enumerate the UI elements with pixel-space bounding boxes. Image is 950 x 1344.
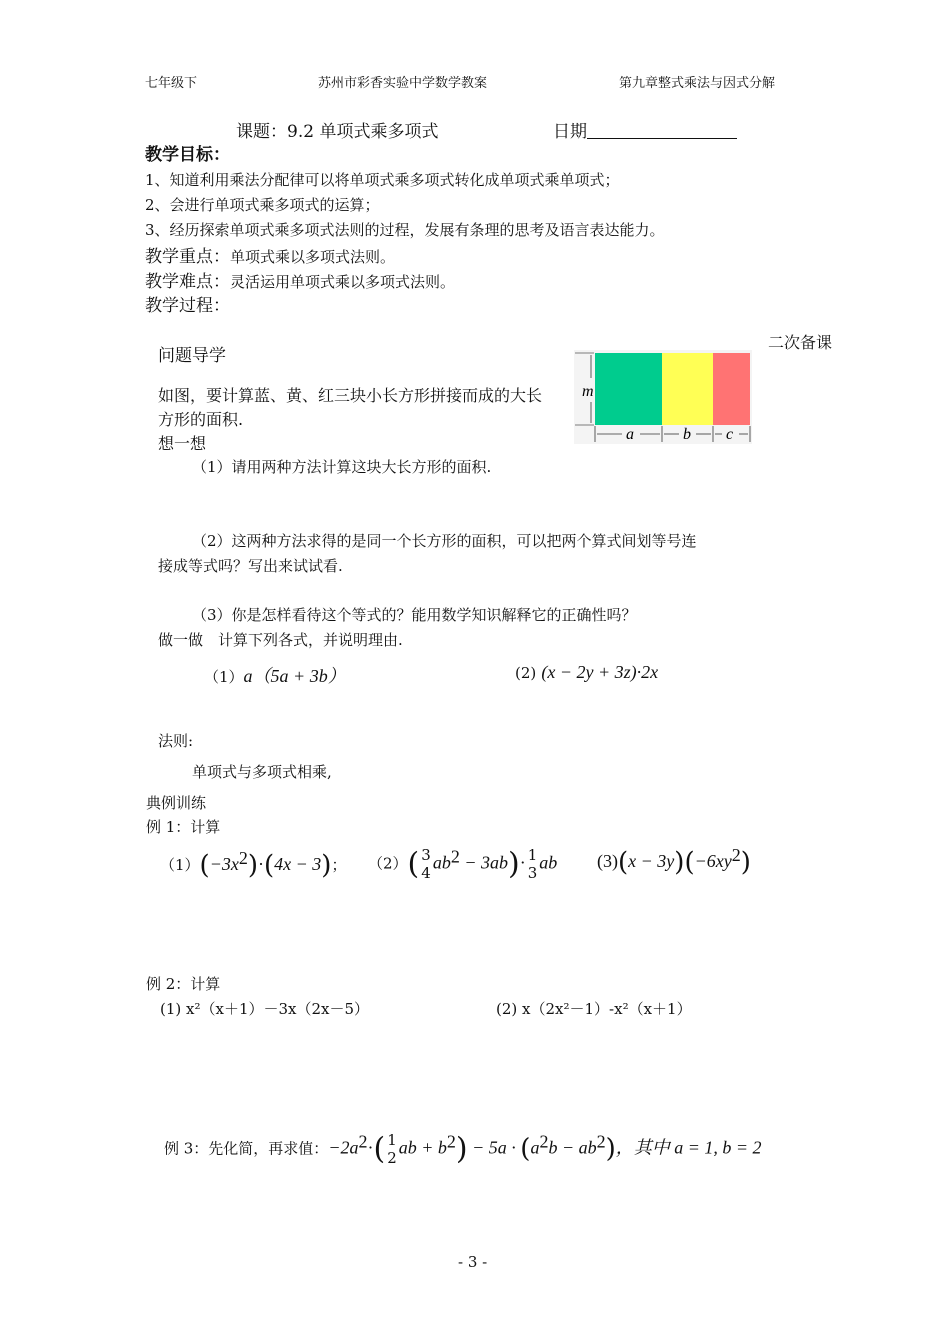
exercise-2 [515,662,658,683]
example-3-inner-2: b − ab [548,1137,597,1158]
objective-item-2: 2、会进行单项式乘多项式的运算； [145,196,380,214]
example-1-part-2-label: （2） [368,854,408,873]
difficulty-text: 灵活运用单项式乘以多项式法则。 [230,273,456,291]
rule-heading: 法则: [158,732,194,750]
example-1-part-1-left: −3x [209,854,239,874]
lesson-title: 课题：9.2 单项式乘多项式 [236,122,439,142]
example-1-heading: 例 1：计算 [146,818,221,836]
example-3-exp-1: 2 [358,1131,368,1152]
example-1-part-2-minus: − 3ab [459,852,508,873]
example-1-part-3-label: (3) [597,851,618,871]
example-1-part-2: （2）( 3 4 $ab^2 - 3ab)\cdot$ 1 3 ab [368,846,558,882]
date-label: 日期 [553,122,587,142]
example-1-part-3-exponent: 2 [731,845,741,865]
example-1-part-2-exponent: 2 [450,846,460,867]
fraction-1-3: 1 3 [527,846,538,882]
difficulty-label: 教学难点： [145,272,230,292]
example-3-exp-2: 2 [446,1131,456,1152]
example-1-part-1-label: （1） [160,856,200,874]
example-1-part-3-right: −6xy [694,851,732,871]
exercise-1-label: （1） [204,668,244,686]
fraction-1-2: 1 2 [387,1131,397,1167]
exercise-1 [204,662,346,688]
big-paren-close: ) [507,846,520,882]
process-heading: 教学过程： [145,296,230,316]
label-c: c [726,426,734,443]
question-3: （3）你是怎样看待这个等式的？能用数学知识解释它的正确性吗？ [192,606,637,624]
example-1-part-2-term: ab [432,852,451,873]
label-b: b [683,426,691,443]
focus-text: 单项式乘以多项式法则。 [230,248,396,266]
training-heading: 典例训练 [146,794,207,812]
date-blank [587,122,737,139]
example-1-part-1: $(1)(-3x^2)\cdot(4x - 3)$； [160,848,347,881]
exercise-1-expression: a（5a + 3b） [243,666,346,686]
guided-heading: 问题导学 [158,346,226,366]
side-note: 二次备课 [768,333,833,352]
do-it-instruction: 做一做 计算下列各式，并说明理由. [158,631,403,649]
paren-open-2: ( [264,850,275,881]
fraction-3-4: 3 4 [421,846,431,882]
question-2-line2: 接成等式吗？写出来试试看. [158,557,343,575]
example-3-inner: a [530,1137,540,1158]
example-3-exp-4: 2 [596,1131,606,1152]
label-m: m [582,383,594,400]
example-2-heading: 例 2：计算 [146,975,221,993]
example-1-part-1-exponent: 2 [238,848,248,868]
rule-text: 单项式与多项式相乘, [192,763,332,781]
guided-intro-line1: 如图，要计算蓝、黄、红三块小长方形拼接而成的大长 [158,386,543,405]
example-1-part-3-left: x − 3y [628,851,675,871]
objective-item-1: 1、知道利用乘法分配律可以将单项式乘多项式转化成单项式乘单项式； [145,171,620,189]
example-1-part-3: $(3)(x - 3y)(-6xy^2)$ [597,845,751,878]
focus-label: 教学重点： [145,247,230,267]
red-rectangle [713,353,750,425]
header-chapter: 第九章整式乘法与因式分解 [619,76,776,91]
guided-intro-line2: 方形的面积. [158,410,244,429]
example-1-part-2-end: ab [539,852,558,873]
example-3-minus: − 5a · [467,1137,521,1158]
example-2-part-1: (1) x²（x＋1）－3x（2x－5） [160,1000,370,1018]
example-3: 例 3：先化简，再求值：$-2a^2\cdot$( 1 2 ab + $b^2) - 5a \cdot (a^2b - ab^2)$，其中 a = 1, b = 2 [164,1131,762,1167]
page-number: - 3 - [458,1253,488,1271]
header-grade: 七年级下 [145,76,198,91]
example-3-label: 例 3：先化简，再求值： [164,1139,329,1158]
focus-row [145,242,395,267]
question-1: （1）请用两种方法计算这块大长方形的面积. [192,458,492,476]
difficulty-row [145,267,455,292]
example-2-part-2: (2) x（2x²－1）-x²（x＋1） [496,1000,692,1018]
objectives-heading: 教学目标： [145,145,230,165]
paren-close: ) [247,850,258,881]
yellow-rectangle [662,353,713,425]
example-3-exp-3: 2 [539,1131,549,1152]
big-paren-open: ( [407,846,420,882]
date-field [553,117,737,142]
objective-item-3: 3、经历探索单项式乘多项式法则的过程，发展有条理的思考及语言表达能力。 [145,221,665,239]
label-a: a [626,426,634,443]
example-3-start: −2a [328,1137,359,1158]
green-rectangle [595,353,662,425]
paren-close-2: ) [321,850,332,881]
example-3-mid: ab + b [398,1137,447,1158]
paren-open: ( [199,850,210,881]
example-1-separator: ； [331,856,347,874]
example-3-condition: ，其中 a = 1, b = 2 [615,1137,762,1158]
exercise-2-expression: (x − 2y + 3z)·2x [541,662,659,682]
think-label: 想一想 [158,434,207,453]
header-school: 苏州市彩香实验中学数学教案 [318,76,488,91]
rectangles-figure [574,350,752,444]
question-2-line1: （2）这两种方法求得的是同一个长方形的面积，可以把两个算式间划等号连 [192,532,697,550]
example-1-part-1-right: 4x − 3 [274,854,322,874]
exercise-2-label: (2) [515,664,537,682]
